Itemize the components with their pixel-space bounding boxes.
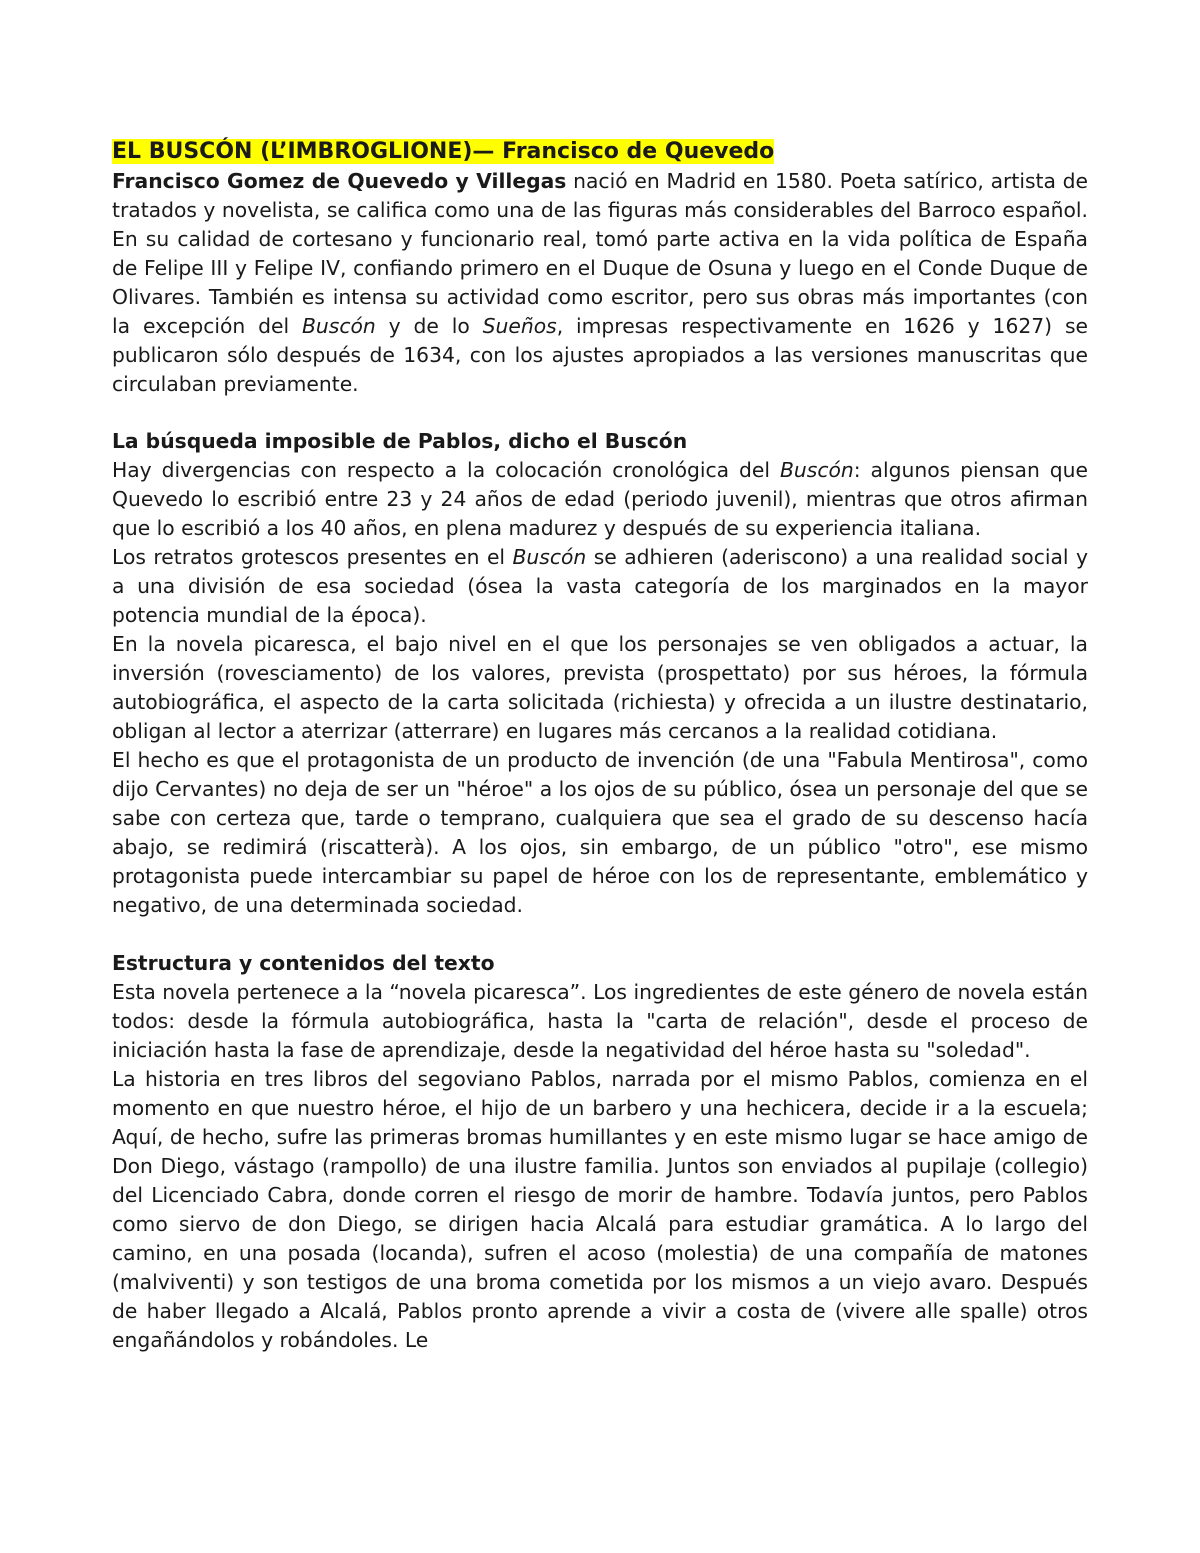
section2-heading: Estructura y contenidos del texto — [112, 951, 495, 975]
section1-paragraph-2 — [112, 543, 1088, 630]
author-name: Francisco Gomez de Quevedo y Villegas — [112, 169, 567, 193]
intro-text-2: y de lo — [375, 314, 483, 338]
s1p1-text-b: : algunos piensan que Quevedo lo escribió entre 23 y 24 años de edad (periodo juvenil), mientras que otros afirman que lo escribió a los 40 años, en plena madurez y después de su experiencia italiana. — [112, 458, 1088, 540]
intro-text-1: nació en Madrid en 1580. Poeta satírico, artista de tratados y novelista, se califica como una de las figuras más considerables del Barroco español. En su calidad de cortesano y funcionario real, tomó parte activa en la vida política de España de Felipe III y Felipe IV, confiando primero en el Duque de Osuna y luego en el Conde Duque de Olivares. También es intensa su actividad como escritor, pero sus obras más importantes (con la excepción del — [112, 169, 1089, 338]
s1p2-italic: Buscón — [512, 545, 587, 569]
intro-italic-2: Sueños — [482, 314, 557, 338]
section1-paragraph-3: En la novela picaresca, el bajo nivel en el que los personajes se ven obligados a actuar, la inversión (rovesciamento) de los valores, prevista (prospettato) por sus héroes, la fórmula autobiográfica, el aspecto de la carta solicitada (richiesta) y ofrecida a un ilustre destinatario, obligan al lector a aterrizar (atterrare) en lugares más cercanos a la realidad cotidiana. — [112, 632, 1088, 743]
section1-paragraph-4: El hecho es que el protagonista de un producto de invención (de una "Fabula Mentirosa", como dijo Cervantes) no deja de ser un "héroe" a los ojos de su público, ósea un personaje del que se sabe con certeza que, tarde o temprano, cualquiera que sea el grado de su descenso hacía abajo, se redimirá (riscatterà). A los ojos, sin embargo, de un público "otro", ese mismo protagonista puede intercambiar su papel de héroe con los de representante, emblemático y negativo, de una determinada sociedad. — [112, 748, 1088, 917]
title-line — [112, 136, 1088, 167]
document-title: EL BUSCÓN (L’IMBROGLIONE)— Francisco de Quevedo — [112, 139, 775, 164]
spacer — [112, 399, 1088, 427]
section1-heading: La búsqueda imposible de Pablos, dicho el Buscón — [112, 429, 688, 453]
s1p1-text-a: Hay divergencias con respecto a la colocación cronológica del — [112, 458, 781, 482]
intro-text-3: , impresas respectivamente en 1626 y 1627) se publicaron sólo después de 1634, con los ajustes apropiados a las versiones manuscritas que circulaban previamente. — [112, 314, 1088, 396]
section2-paragraph-1: Esta novela pertenece a la “novela picaresca”. Los ingredientes de este género de novela están todos: desde la fórmula autobiográfica, hasta la "carta de relación", desde el proceso de iniciación hasta la fase de aprendizaje, desde la negatividad del héroe hasta su "soledad". — [112, 980, 1088, 1062]
spacer — [112, 920, 1088, 949]
s1p2-text-a: Los retratos grotescos presentes en el — [112, 545, 513, 569]
s1p1-italic: Buscón — [780, 458, 854, 482]
section1-paragraph-1 — [112, 456, 1088, 543]
intro-paragraph — [112, 167, 1088, 399]
section2-paragraph-2: La historia en tres libros del segoviano Pablos, narrada por el mismo Pablos, comienza en el momento en que nuestro héroe, el hijo de un barbero y una hechicera, decide ir a la escuela; Aquí, de hecho, sufre las primeras bromas humillantes y en este mismo lugar se hace amigo de Don Diego, vástago (rampollo) de una ilustre familia. Juntos son enviados al pupilaje (collegio) del Licenciado Cabra, donde corren el riesgo de morir de hambre. Todavía juntos, pero Pablos como siervo de don Diego, se dirigen hacia Alcalá para estudiar gramática. A lo largo del camino, en una posada (locanda), sufren el acoso (molestia) de una compañía de matones (malviventi) y son testigos de una broma cometida por los mismos a un viejo avaro. Después de haber llegado a Alcalá, Pablos pronto aprende a vivir a costa de (vivere alle spalle) otros engañándolos y robándoles. Le — [112, 1067, 1088, 1352]
s1p2-text-b: se adhieren (aderiscono) a una realidad social y a una división de esa sociedad (ósea la vasta categoría de los marginados en la mayor potencia mundial de la época). — [112, 545, 1088, 627]
intro-italic-1: Buscón — [302, 314, 376, 338]
